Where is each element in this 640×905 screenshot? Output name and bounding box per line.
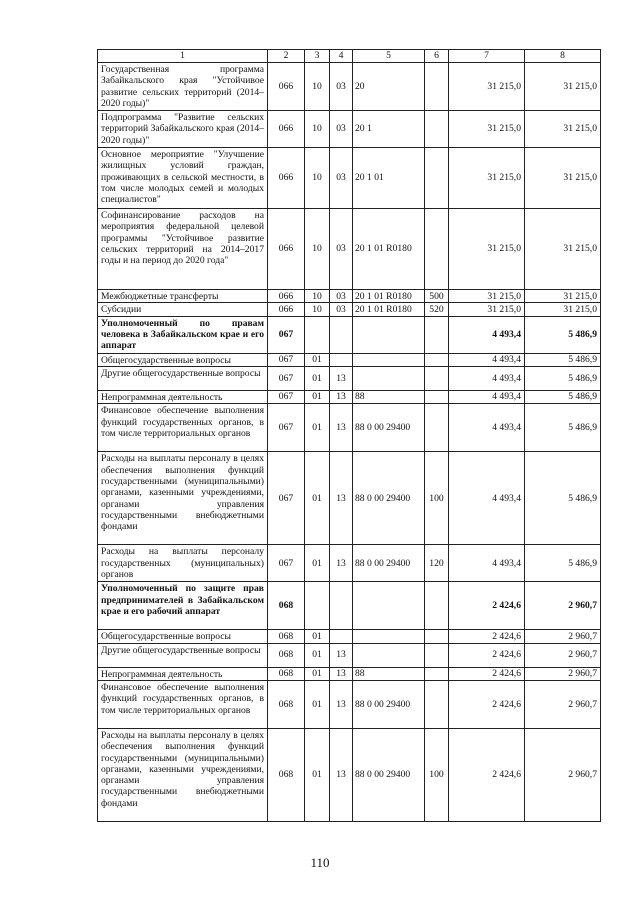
cell-section: 01 [305, 366, 330, 390]
cell-section: 10 [305, 209, 330, 290]
cell-section: 01 [305, 452, 330, 545]
cell-target-article [353, 366, 425, 390]
cell-target-article: 20 1 01 R0180 [353, 209, 425, 290]
cell-amount-1: 4 493,4 [449, 366, 525, 390]
cell-section: 10 [305, 303, 330, 316]
cell-target-article: 20 1 01 R0180 [353, 303, 425, 316]
cell-amount-2: 31 215,0 [525, 111, 601, 148]
cell-expense-type: 520 [425, 303, 449, 316]
cell-grbs: 066 [268, 148, 305, 209]
cell-subsection: 13 [330, 366, 353, 390]
cell-amount-2: 2 960,7 [525, 582, 601, 630]
cell-name: Непрограммная деятельность [98, 390, 268, 403]
cell-amount-1: 4 493,4 [449, 404, 525, 452]
cell-grbs: 067 [268, 545, 305, 582]
cell-name: Основное мероприятие "Улучшение жилищных условий граждан, проживающих в сельской местности, в том числе молодых семей и молодых специалистов" [98, 148, 268, 209]
cell-amount-1: 4 493,4 [449, 353, 525, 366]
cell-amount-2: 2 960,7 [525, 680, 601, 728]
cell-amount-2: 2 960,7 [525, 630, 601, 643]
cell-subsection [330, 353, 353, 366]
cell-section: 10 [305, 63, 330, 111]
cell-expense-type [425, 582, 449, 630]
cell-expense-type [425, 630, 449, 643]
cell-subsection: 13 [330, 545, 353, 582]
cell-name: Расходы на выплаты персоналу государственных (муниципальных) органов [98, 545, 268, 582]
cell-grbs: 067 [268, 366, 305, 390]
cell-expense-type [425, 316, 449, 353]
cell-expense-type [425, 353, 449, 366]
cell-subsection [330, 316, 353, 353]
cell-name: Софинансирование расходов на мероприятия федеральной целевой программы "Устойчивое развитие сельских территорий на 2014–2017 годы и на период до 2020 года" [98, 209, 268, 290]
cell-target-article: 88 0 00 29400 [353, 545, 425, 582]
table-row [98, 303, 601, 316]
cell-target-article [353, 630, 425, 643]
cell-section: 10 [305, 148, 330, 209]
cell-amount-1: 2 424,6 [449, 582, 525, 630]
cell-amount-1: 4 493,4 [449, 390, 525, 403]
cell-name: Расходы на выплаты персоналу в целях обеспечения выполнения функций государственными (муниципальными) органами, казенными учреждениями, органами управления государственными внебюджетными фондами [98, 452, 268, 545]
cell-name: Общегосударственные вопросы [98, 353, 268, 366]
cell-section: 01 [305, 390, 330, 403]
cell-name: Финансовое обеспечение выполнения функций государственных органов, в том числе территориальных органов [98, 404, 268, 452]
cell-amount-2: 31 215,0 [525, 290, 601, 303]
cell-section: 01 [305, 545, 330, 582]
cell-expense-type: 100 [425, 728, 449, 821]
cell-amount-2: 2 960,7 [525, 643, 601, 667]
cell-expense-type [425, 366, 449, 390]
cell-target-article [353, 353, 425, 366]
cell-amount-2: 5 486,9 [525, 353, 601, 366]
cell-subsection: 13 [330, 643, 353, 667]
cell-target-article: 20 1 [353, 111, 425, 148]
cell-amount-1: 4 493,4 [449, 316, 525, 353]
cell-subsection: 13 [330, 390, 353, 403]
cell-expense-type [425, 111, 449, 148]
cell-target-article: 20 1 01 R0180 [353, 290, 425, 303]
cell-amount-1: 2 424,6 [449, 728, 525, 821]
cell-expense-type [425, 680, 449, 728]
cell-name: Другие общегосударственные вопросы [98, 366, 268, 390]
cell-grbs: 066 [268, 209, 305, 290]
col-header-expense-type: 6 [425, 50, 449, 63]
table-row [98, 390, 601, 403]
cell-subsection [330, 582, 353, 630]
col-header-amount-2: 8 [525, 50, 601, 63]
table-row [98, 316, 601, 353]
cell-grbs: 068 [268, 680, 305, 728]
table-header-row [98, 50, 601, 63]
cell-expense-type: 100 [425, 452, 449, 545]
cell-name: Уполномоченный по правам человека в Забайкальском крае и его аппарат [98, 316, 268, 353]
cell-section: 01 [305, 643, 330, 667]
cell-amount-1: 31 215,0 [449, 148, 525, 209]
cell-amount-2: 31 215,0 [525, 148, 601, 209]
cell-amount-2: 31 215,0 [525, 209, 601, 290]
cell-name: Другие общегосударственные вопросы [98, 643, 268, 667]
cell-amount-1: 4 493,4 [449, 452, 525, 545]
cell-amount-1: 2 424,6 [449, 680, 525, 728]
col-header-grbs: 2 [268, 50, 305, 63]
cell-amount-2: 31 215,0 [525, 63, 601, 111]
cell-amount-2: 5 486,9 [525, 545, 601, 582]
table-row [98, 366, 601, 390]
cell-section: 10 [305, 111, 330, 148]
cell-amount-2: 5 486,9 [525, 366, 601, 390]
table-row [98, 680, 601, 728]
cell-amount-2: 31 215,0 [525, 303, 601, 316]
cell-amount-1: 2 424,6 [449, 630, 525, 643]
page-number: 110 [310, 855, 330, 870]
cell-expense-type [425, 667, 449, 680]
cell-subsection: 13 [330, 680, 353, 728]
cell-subsection [330, 630, 353, 643]
cell-target-article: 88 0 00 29400 [353, 452, 425, 545]
cell-section: 01 [305, 404, 330, 452]
cell-grbs: 066 [268, 111, 305, 148]
cell-target-article: 20 [353, 63, 425, 111]
col-header-section: 3 [305, 50, 330, 63]
cell-subsection: 03 [330, 209, 353, 290]
cell-target-article: 88 0 00 29400 [353, 404, 425, 452]
table-row [98, 353, 601, 366]
cell-section [305, 582, 330, 630]
cell-amount-2: 5 486,9 [525, 316, 601, 353]
table-row [98, 667, 601, 680]
cell-name: Расходы на выплаты персоналу в целях обеспечения выполнения функций государственными (муниципальными) органами, казенными учреждениями, органами управления государственными внебюджетными фондами [98, 728, 268, 821]
col-header-amount-1: 7 [449, 50, 525, 63]
cell-name: Подпрограмма "Развитие сельских территорий Забайкальского края (2014–2020 годы)" [98, 111, 268, 148]
cell-amount-2: 5 486,9 [525, 452, 601, 545]
cell-target-article [353, 643, 425, 667]
cell-section: 01 [305, 630, 330, 643]
table-row [98, 630, 601, 643]
table-row [98, 111, 601, 148]
cell-amount-2: 5 486,9 [525, 404, 601, 452]
cell-name: Субсидии [98, 303, 268, 316]
cell-subsection: 13 [330, 728, 353, 821]
cell-target-article: 88 [353, 667, 425, 680]
cell-grbs: 067 [268, 404, 305, 452]
cell-amount-1: 31 215,0 [449, 303, 525, 316]
cell-amount-1: 31 215,0 [449, 209, 525, 290]
table-row [98, 148, 601, 209]
cell-target-article: 88 0 00 29400 [353, 728, 425, 821]
cell-target-article: 88 0 00 29400 [353, 680, 425, 728]
cell-target-article [353, 316, 425, 353]
table-row [98, 63, 601, 111]
table-row [98, 209, 601, 290]
cell-amount-1: 4 493,4 [449, 545, 525, 582]
cell-name: Уполномоченный по защите прав предпринимателей в Забайкальском крае и его рабочий аппарат [98, 582, 268, 630]
table-row [98, 582, 601, 630]
cell-section: 01 [305, 680, 330, 728]
table-row [98, 728, 601, 821]
cell-subsection: 13 [330, 404, 353, 452]
table-row [98, 643, 601, 667]
cell-target-article: 20 1 01 [353, 148, 425, 209]
cell-expense-type [425, 209, 449, 290]
cell-name: Государственная программа Забайкальского края "Устойчивое развитие сельских территорий (2014–2020 годы)" [98, 63, 268, 111]
cell-grbs: 068 [268, 582, 305, 630]
cell-subsection: 03 [330, 303, 353, 316]
cell-subsection: 03 [330, 148, 353, 209]
cell-name: Непрограммная деятельность [98, 667, 268, 680]
cell-grbs: 068 [268, 667, 305, 680]
cell-amount-1: 31 215,0 [449, 111, 525, 148]
col-header-subsection: 4 [330, 50, 353, 63]
cell-expense-type [425, 148, 449, 209]
cell-section: 01 [305, 667, 330, 680]
cell-amount-2: 2 960,7 [525, 667, 601, 680]
cell-grbs: 068 [268, 630, 305, 643]
cell-grbs: 066 [268, 290, 305, 303]
cell-subsection: 13 [330, 452, 353, 545]
table-row [98, 545, 601, 582]
cell-expense-type [425, 643, 449, 667]
cell-section [305, 316, 330, 353]
cell-expense-type [425, 63, 449, 111]
cell-expense-type [425, 390, 449, 403]
cell-grbs: 067 [268, 316, 305, 353]
cell-expense-type [425, 404, 449, 452]
cell-amount-2: 2 960,7 [525, 728, 601, 821]
cell-amount-1: 2 424,6 [449, 667, 525, 680]
cell-expense-type: 120 [425, 545, 449, 582]
cell-name: Финансовое обеспечение выполнения функций государственных органов, в том числе территориальных органов [98, 680, 268, 728]
cell-grbs: 068 [268, 643, 305, 667]
cell-amount-1: 31 215,0 [449, 290, 525, 303]
table-body [98, 63, 601, 822]
cell-section: 10 [305, 290, 330, 303]
cell-grbs: 066 [268, 63, 305, 111]
cell-subsection: 03 [330, 290, 353, 303]
cell-target-article [353, 582, 425, 630]
cell-amount-2: 5 486,9 [525, 390, 601, 403]
cell-target-article: 88 [353, 390, 425, 403]
cell-subsection: 13 [330, 667, 353, 680]
cell-subsection: 03 [330, 63, 353, 111]
cell-amount-1: 2 424,6 [449, 643, 525, 667]
cell-grbs: 068 [268, 728, 305, 821]
cell-grbs: 067 [268, 353, 305, 366]
cell-grbs: 066 [268, 303, 305, 316]
cell-grbs: 067 [268, 452, 305, 545]
cell-name: Межбюджетные трансферты [98, 290, 268, 303]
table-row [98, 290, 601, 303]
cell-section: 01 [305, 353, 330, 366]
cell-expense-type: 500 [425, 290, 449, 303]
cell-grbs: 067 [268, 390, 305, 403]
table-row [98, 404, 601, 452]
cell-section: 01 [305, 728, 330, 821]
col-header-name: 1 [98, 50, 268, 63]
cell-subsection: 03 [330, 111, 353, 148]
col-header-target-article: 5 [353, 50, 425, 63]
cell-amount-1: 31 215,0 [449, 63, 525, 111]
table-row [98, 452, 601, 545]
budget-table [97, 49, 601, 822]
cell-name: Общегосударственные вопросы [98, 630, 268, 643]
